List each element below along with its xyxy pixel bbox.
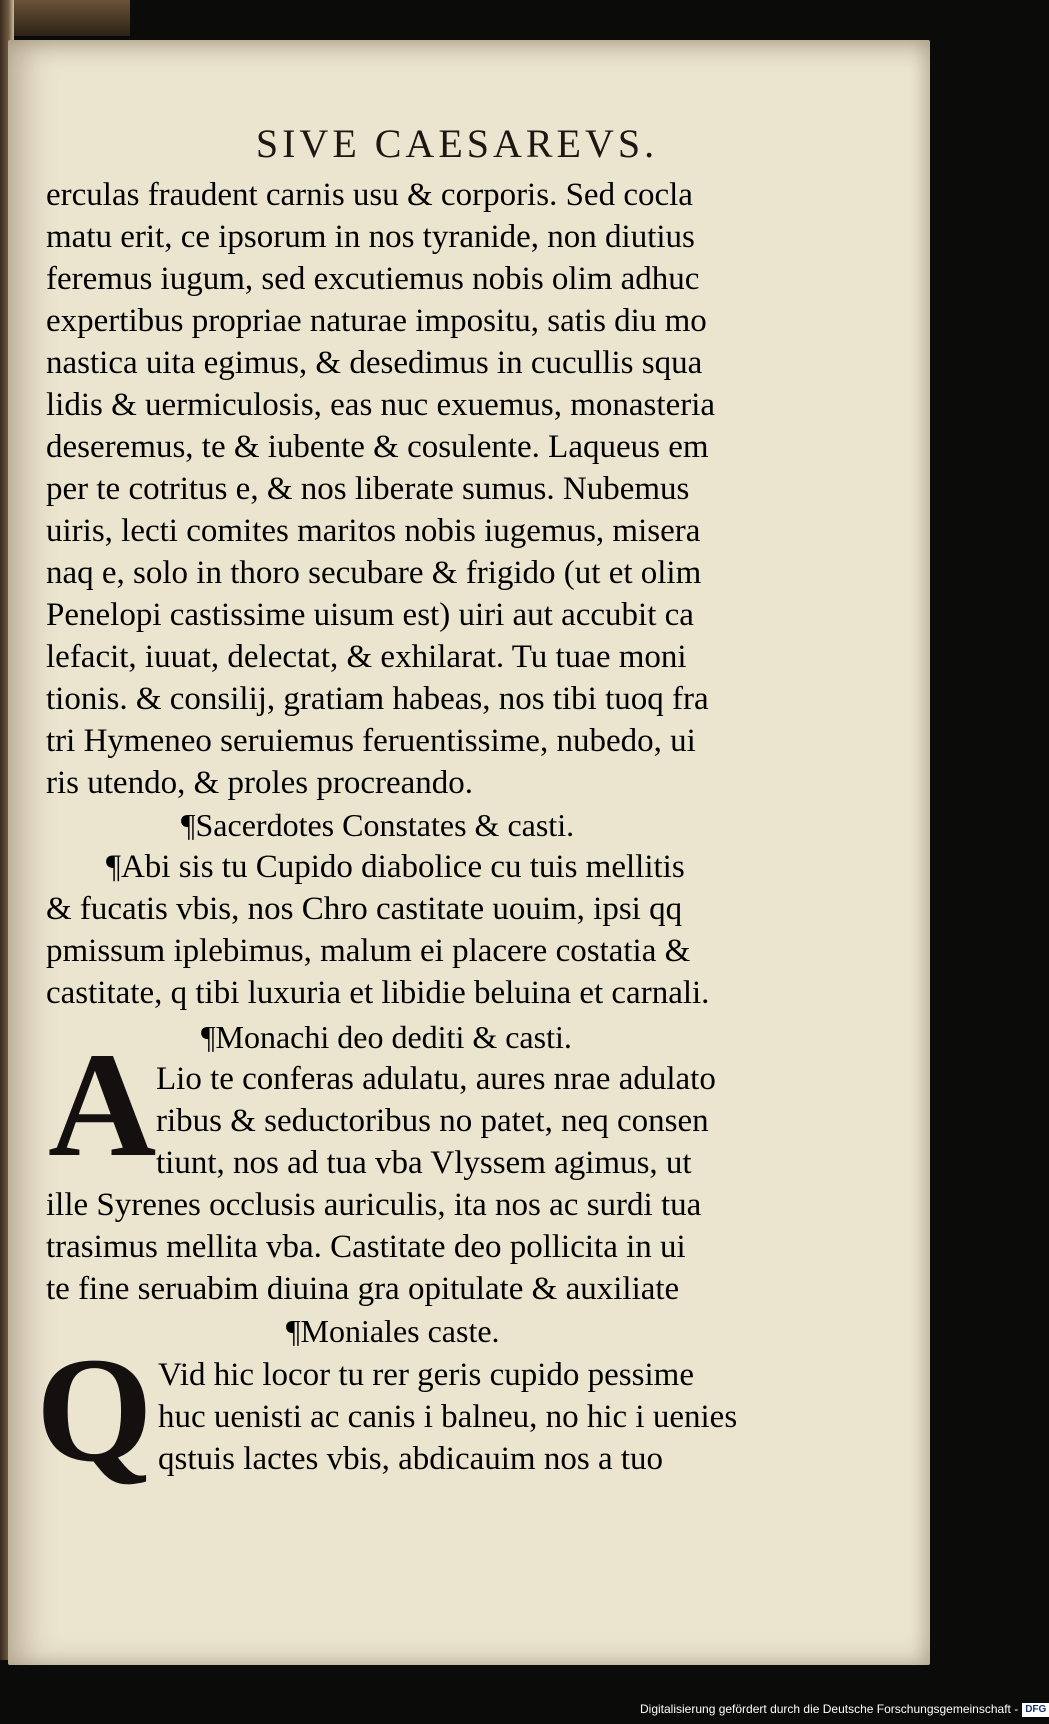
text-line: feremus iugum, sed excutiemus nobis olim adhuc	[46, 261, 700, 297]
text-line: deseremus, te & iubente & cosulente. Laqueus em	[46, 429, 709, 465]
text-line: qstuis lactes vbis, abdicauim nos a tuo	[158, 1441, 664, 1477]
text-line: ille Syrenes occlusis auriculis, ita nos ac surdi tua	[46, 1187, 702, 1223]
text-line: expertibus propriae naturae impositu, satis diu mo	[46, 303, 707, 339]
dropcap-letter: Q	[36, 1327, 153, 1493]
text-line: huc uenisti ac canis i balneu, no hic i uenies	[158, 1399, 738, 1435]
text-line: Lio te conferas adulatu, aures nrae adulato	[156, 1061, 716, 1097]
text-line: ris utendo, & proles procreando.	[46, 765, 474, 801]
dfg-logo: DFG	[1022, 1703, 1049, 1717]
text-line: lidis & uermiculosis, eas nuc exuemus, monasteria	[46, 387, 716, 423]
section-heading: ¶Monachi deo dediti & casti.	[201, 1019, 572, 1055]
text-line: erculas fraudent carnis usu & corporis. Sed cocla	[46, 177, 693, 213]
text-line: & fucatis vbis, nos Chro castitate uouim, ipsi qq	[46, 891, 683, 927]
book-cover-corner	[0, 0, 130, 36]
digitization-credit	[640, 1700, 1047, 1718]
text-line: castitate, q tibi luxuria et libidie beluina et carnali.	[46, 975, 710, 1011]
text-line: trasimus mellita vba. Castitate deo pollicita in ui	[46, 1229, 686, 1265]
section-heading: ¶Moniales caste.	[286, 1313, 500, 1349]
text-line: uiris, lecti comites maritos nobis iugemus, misera	[46, 513, 701, 549]
text-line: Vid hic locor tu rer geris cupido pessime	[158, 1357, 694, 1393]
text-line: tiunt, nos ad tua vba Vlyssem agimus, ut	[156, 1145, 692, 1181]
credit-text: Digitalisierung gefördert durch die Deutsche Forschungsgemeinschaft -	[640, 1702, 1019, 1716]
text-line: te fine seruabim diuina gra opitulate & auxiliate	[46, 1271, 680, 1307]
text-line: lefacit, iuuat, delectat, & exhilarat. Tu tuae moni	[46, 639, 687, 675]
text-line: naq e, solo in thoro secubare & frigido (ut et olim	[46, 555, 702, 591]
text-line: per te cotritus e, & nos liberate sumus. Nubemus	[46, 471, 690, 507]
text-line: ¶Abi sis tu Cupido diabolice cu tuis mellitis	[106, 849, 685, 885]
text-line: ribus & seductoribus no patet, neq consen	[156, 1103, 709, 1139]
text-line: Penelopi castissime uisum est) uiri aut accubit ca	[46, 597, 694, 633]
running-head: SIVE CAESAREVS.	[255, 121, 659, 166]
section-heading: ¶Sacerdotes Constates & casti.	[181, 807, 575, 843]
text-line: tionis. & consilij, gratiam habeas, nos tibi tuoq fra	[46, 681, 709, 717]
text-line: nastica uita egimus, & desedimus in cucullis squa	[46, 345, 703, 381]
text-line: tri Hymeneo seruiemus feruentissime, nubedo, ui	[46, 723, 696, 759]
text-line: pmissum iplebimus, malum ei placere costatia &	[46, 933, 691, 969]
text-line: matu erit, ce ipsorum in nos tyranide, non diutius	[46, 219, 695, 255]
dropcap-letter: A	[48, 1022, 157, 1188]
